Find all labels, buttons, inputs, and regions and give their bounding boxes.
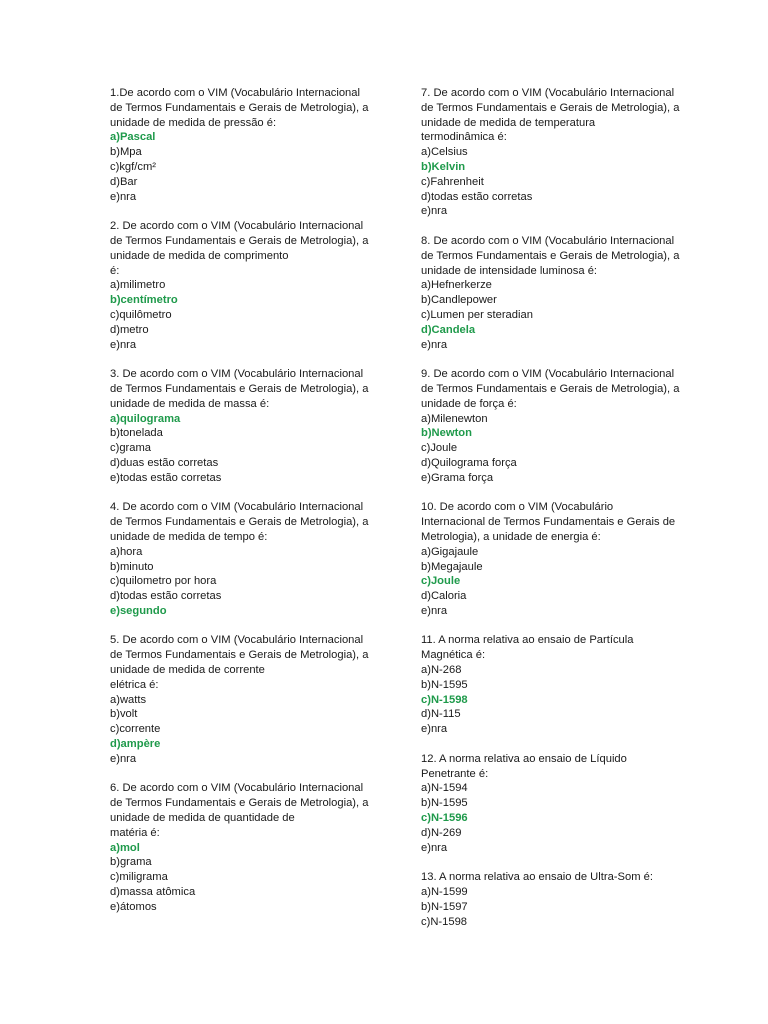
answer-option: b)tonelada [110,427,163,440]
answer-option: b)volt [110,708,138,721]
question-block [421,752,716,856]
question-stem: 1.De acordo com o VIM (Vocabulário Internacional de Termos Fundamentais e Gerais de Metrologia), a unidade de medida de pressão é: [110,87,369,129]
question-block [421,500,716,618]
answer-option: b)Candlepower [421,294,497,307]
question-block [110,367,395,485]
answer-option: e)nra [421,604,448,617]
answer-option: a)N-268 [421,664,462,677]
answer-option: d)Caloria [421,590,467,603]
answer-option: e)nra [421,205,448,218]
answer-option: d)N-115 [421,708,461,721]
question-stem: 12. A norma relativa ao ensaio de Líquido Penetrante é: [421,752,627,780]
question-block [421,86,716,219]
answer-option: d)todas estão corretas [421,190,533,203]
question-block [421,633,716,737]
answer-option: d)duas estão corretas [110,456,219,469]
answer-option: b)N-1595 [421,678,468,691]
question-block [421,870,716,929]
question-stem: 7. De acordo com o VIM (Vocabulário Internacional de Termos Fundamentais e Gerais de Metrologia), a unidade de medida de temperatura termodinâmica é: [421,87,680,144]
answer-option-correct: b)centímetro [110,294,178,307]
answer-option: c)Fahrenheit [421,175,484,188]
question-stem: 11. A norma relativa ao ensaio de Partícula Magnética é: [421,634,634,662]
question-stem: 2. De acordo com o VIM (Vocabulário Internacional de Termos Fundamentais e Gerais de Metrologia), a unidade de medida de comprimento é: [110,220,369,277]
answer-option: c)Joule [421,442,458,455]
question-stem: 13. A norma relativa ao ensaio de Ultra-Som é: [421,871,653,884]
answer-option: e)nra [110,190,137,203]
answer-option-correct: d)Candela [421,323,476,336]
answer-option: a)Celsius [421,146,468,159]
answer-option: c)kgf/cm² [110,160,156,173]
question-block [421,234,716,352]
answer-option: e)nra [421,723,448,736]
question-block [110,633,395,766]
answer-option: a)N-1599 [421,886,468,899]
answer-option: c)miligrama [110,871,168,884]
answer-option-correct: c)Joule [421,575,461,588]
answer-option-correct: a)quilograma [110,412,181,425]
answer-option: b)Megajaule [421,560,483,573]
answer-option: b)N-1595 [421,797,468,810]
question-stem: 5. De acordo com o VIM (Vocabulário Internacional de Termos Fundamentais e Gerais de Metrologia), a unidade de medida de corrente elétrica é: [110,634,369,691]
answer-option: b)grama [110,856,152,869]
answer-option-correct: c)N-1598 [421,693,468,706]
answer-option-correct: c)N-1596 [421,812,468,825]
answer-option: c)grama [110,442,152,455]
answer-option-correct: b)Kelvin [421,160,466,173]
answer-option: a)N-1594 [421,782,468,795]
question-stem: 8. De acordo com o VIM (Vocabulário Internacional de Termos Fundamentais e Gerais de Metrologia), a unidade de intensidade luminosa é: [421,234,680,277]
question-stem: 9. De acordo com o VIM (Vocabulário Internacional de Termos Fundamentais e Gerais de Metrologia), a unidade de força é: [421,368,680,410]
question-stem: 3. De acordo com o VIM (Vocabulário Internacional de Termos Fundamentais e Gerais de Metrologia), a unidade de medida de massa é: [110,368,369,410]
question-block [110,500,395,618]
answer-option: a)watts [110,693,147,706]
answer-option-correct: d)ampère [110,738,161,751]
question-block [110,86,395,204]
answer-option: d)N-269 [421,826,462,839]
answer-option: e)todas estão corretas [110,471,222,484]
answer-option: e)Grama força [421,471,494,484]
answer-option: c)quilômetro [110,308,172,321]
answer-option: b)N-1597 [421,900,468,913]
answer-option: e)nra [421,841,448,854]
answer-option-correct: a)mol [110,841,140,854]
answer-option: c)quilometro por hora [110,575,217,588]
answer-option: e)nra [421,338,448,351]
answer-option: e)átomos [110,900,157,913]
answer-option: a)hora [110,545,143,558]
answer-option: a)Gigajaule [421,545,479,558]
answer-option: c)N-1598 [421,915,468,928]
question-stem: 4. De acordo com o VIM (Vocabulário Internacional de Termos Fundamentais e Gerais de Metrologia), a unidade de medida de tempo é: [110,501,369,543]
question-block [421,367,716,485]
question-block [110,219,395,352]
answer-option: d)Bar [110,175,138,188]
answer-option: d)todas estão corretas [110,590,222,603]
answer-option: d)massa atômica [110,886,196,899]
answer-option: e)nra [110,338,137,351]
answer-option-correct: b)Newton [421,427,472,440]
answer-option-correct: a)Pascal [110,131,156,144]
answer-option: a)Hefnerkerze [421,279,492,292]
answer-option: d)Quilograma força [421,456,517,469]
answer-option: a)Milenewton [421,412,488,425]
right-column [421,86,716,944]
answer-option: b)minuto [110,560,154,573]
question-stem: 10. De acordo com o VIM (Vocabulário Internacional de Termos Fundamentais e Gerais de Metrologia), a unidade de energia é: [421,501,676,543]
answer-option: a)milimetro [110,279,166,292]
left-column [110,86,395,929]
answer-option: e)nra [110,752,137,765]
answer-option: d)metro [110,323,149,336]
question-block [110,781,395,914]
answer-option: c)corrente [110,723,161,736]
question-stem: 6. De acordo com o VIM (Vocabulário Internacional de Termos Fundamentais e Gerais de Metrologia), a unidade de medida de quantidade de matéria é: [110,782,369,839]
answer-option-correct: e)segundo [110,604,167,617]
answer-option: c)Lumen per steradian [421,308,533,321]
answer-option: b)Mpa [110,146,142,159]
